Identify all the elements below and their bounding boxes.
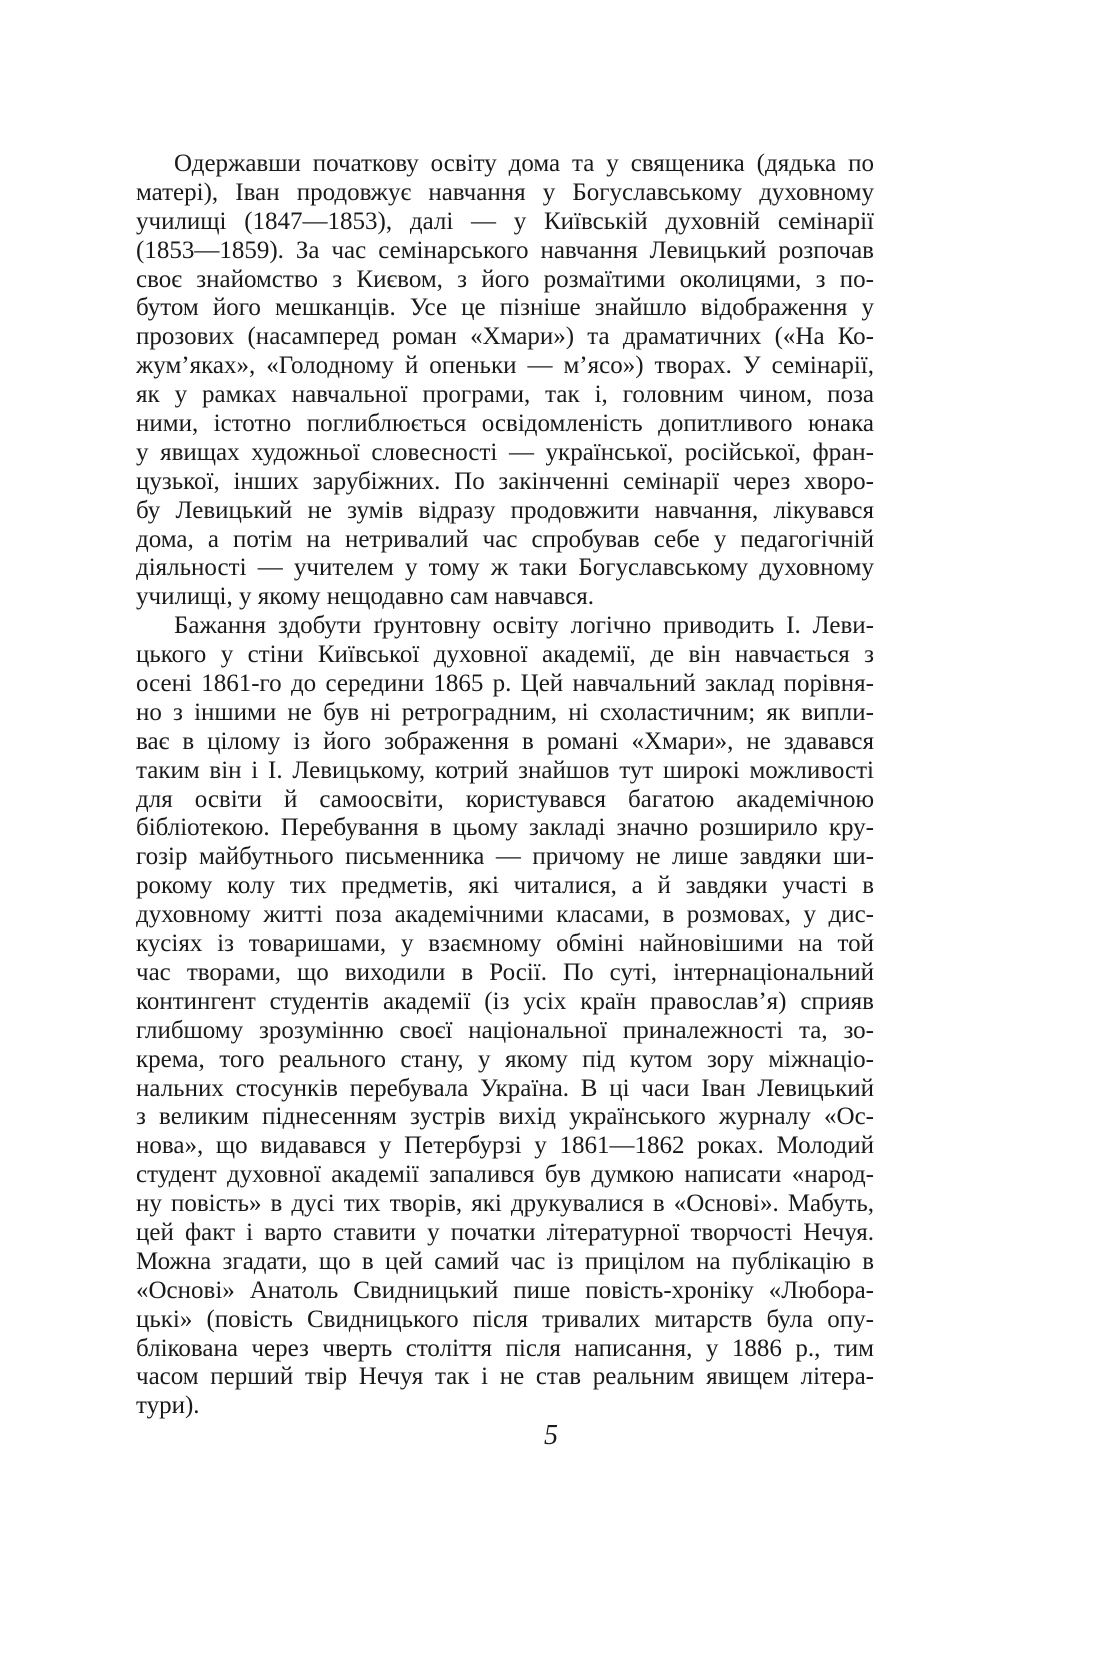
text-line: училищі, у якому нещодавно сам навчався. xyxy=(136,583,595,611)
text-line: духовному житті поза академічними класами, в розмовах, у дис- xyxy=(136,901,874,929)
text-line: ває в цілому із його зображення в романі «Хмари», не здавався xyxy=(136,727,874,755)
paragraph-2 xyxy=(136,612,874,1421)
text-line: училищі (1847—1853), далі — у Київській духовній семінарії xyxy=(136,207,874,235)
paragraph-1 xyxy=(136,150,874,612)
text-line: нова», що видавався у Петербурзі у 1861—1862 роках. Молодий xyxy=(136,1132,874,1160)
text-line: крема, того реального стану, у якому під кутом зору міжнаціо- xyxy=(136,1045,874,1073)
text-line: «Основі» Анатоль Свидницький пише повість-хроніку «Любора- xyxy=(136,1276,874,1304)
text-line: рокому колу тих предметів, які читалися, а й завдяки участі в xyxy=(136,872,874,900)
text-line: час творами, що виходили в Росії. По суті, інтернаціональний xyxy=(136,958,874,986)
text-line: цей факт і варто ставити у початки літературної творчості Нечуя. xyxy=(136,1218,874,1246)
text-line: но з іншими не був ні ретроградним, ні схоластичним; як випли- xyxy=(136,698,874,726)
text-line: ними, істотно поглиблюється освідомленість допитливого юнака xyxy=(136,410,874,438)
text-line: осені 1861-го до середини 1865 р. Цей навчальний заклад порівня- xyxy=(136,670,874,698)
text-line: часом перший твір Нечуя так і не став реальним явищем літера- xyxy=(136,1363,874,1391)
text-line: (1853—1859). За час семінарського навчання Левицький розпочав xyxy=(136,236,874,264)
text-line: кусіях із товаришами, у взаємному обміні найновішими на той xyxy=(136,930,874,958)
text-line: глибшому зрозумінню своєї національної приналежності та, зо- xyxy=(136,1016,874,1044)
text-line: таким він і І. Левицькому, котрий знайшов тут широкі можливості xyxy=(136,756,874,784)
text-line: бібліотекою. Перебування в цьому закладі значно розширило кру- xyxy=(136,814,874,842)
text-line: для освіти й самоосвіти, користувався багатою академічною xyxy=(136,785,874,813)
text-line: як у рамках навчальної програми, так і, головним чином, поза xyxy=(136,381,874,409)
text-line: Одержавши початкову освіту дома та у священика (дядька по xyxy=(174,150,874,177)
text-line: бу Левицький не зумів відразу продовжити навчання, лікувався xyxy=(136,496,874,524)
text-line: гозір майбутнього письменника — причому не лише завдяки ши- xyxy=(136,843,874,871)
text-line: цького у стіни Київської духовної академії, де він навчається з xyxy=(136,641,874,669)
text-line: у явищах художньої словесності — української, російської, фран- xyxy=(136,438,874,466)
text-line: прозових (насамперед роман «Хмари») та драматичних («На Ко- xyxy=(136,323,874,351)
paragraphs xyxy=(136,150,874,1421)
text-line: блікована через чверть століття після написання, у 1886 р., тим xyxy=(136,1334,874,1362)
text-line: нальних стосунків перебувала Україна. В ці часи Іван Левицький xyxy=(136,1074,874,1102)
text-line: дома, а потім на нетривалий час спробував себе у педагогічній xyxy=(136,525,874,553)
text-line: контингент студентів академії (із усіх країн православ’я) сприяв xyxy=(136,987,874,1015)
text-line: ну повість» в дусі тих творів, які друкувалися в «Основі». Мабуть, xyxy=(136,1190,874,1218)
text-line: бутом його мешканців. Усе це пізніше знайшло відображення у xyxy=(136,294,874,322)
text-line: діяльності — учителем у тому ж таки Богуславському духовному xyxy=(136,554,874,582)
text-line: жум’яках», «Голодному й опеньки — м’ясо») творах. У семінарії, xyxy=(136,352,874,380)
text-line: цькі» (повість Свидницького після тривалих митарств була опу- xyxy=(136,1305,874,1333)
text-line: своє знайомство з Києвом, з його розмаїтими околицями, з по- xyxy=(136,265,874,293)
text-line: з великим піднесенням зустрів вихід українського журналу «Ос- xyxy=(136,1103,874,1131)
body-text xyxy=(136,150,874,1421)
text-line: матері), Іван продовжує навчання у Богуславському духовному xyxy=(136,178,874,206)
text-line: студент духовної академії запалився був думкою написати «народ- xyxy=(136,1161,874,1189)
text-line: цузької, інших зарубіжних. По закінченні семінарії через хворо- xyxy=(136,467,874,495)
text-line: Бажання здобути ґрунтовну освіту логічно приводить І. Леви- xyxy=(174,612,874,640)
text-line: тури). xyxy=(136,1392,200,1420)
text-line: Можна згадати, що в цей самий час із прицілом на публікацію в xyxy=(136,1247,874,1275)
page-number: 5 xyxy=(544,1420,558,1451)
